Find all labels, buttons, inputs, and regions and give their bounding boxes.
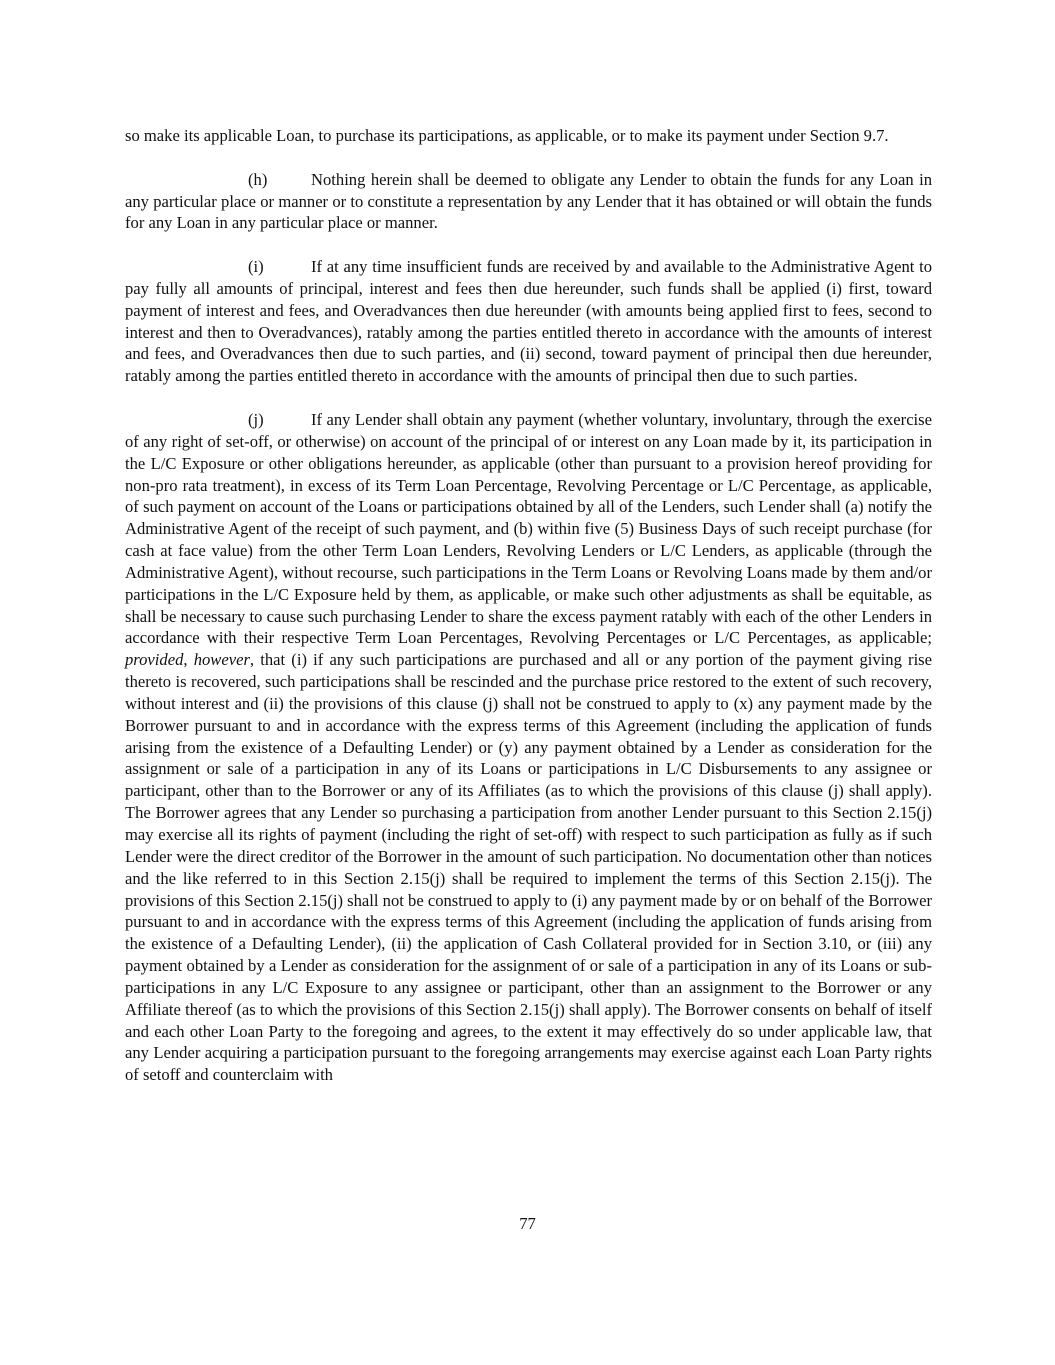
document-page — [125, 125, 932, 1086]
paragraph-label-i: (i) — [248, 257, 264, 277]
paragraph-label-j: (j) — [248, 409, 264, 429]
continuation-paragraph: so make its applicable Loan, to purchase its participations, as applicable, or to make its payment under Section 9.7. — [125, 126, 889, 145]
paragraph-h — [125, 169, 932, 235]
paragraph-text-i: If at any time insufficient funds are received by and available to the Administrative Agent to pay fully all amounts of principal, interest and fees then due hereunder, such funds shall be applied (i) first, toward payment of interest and fees, and Overadvances then due hereunder (with amounts being applied first to fees, second to interest and then to Overadvances), ratably among the parties entitled thereto in accordance with the amounts of interest and fees, and Overadvances then due to such parties, and (ii) second, toward payment of principal then due hereunder, ratably among the parties entitled thereto in accordance with the amounts of principal then due to such parties. — [125, 257, 932, 386]
paragraph-text-j-part-a: If any Lender shall obtain any payment (whether voluntary, involuntary, through the exercise of any right of set-off, or otherwise) on account of the principal of or interest on any Loan made by it, its participation in the L/C Exposure or other obligations hereunder, as applicable (other than pursuant to a provision hereof providing for non-pro rata treatment), in excess of its Term Loan Percentage, Revolving Percentage or L/C Percentage, as applicable, of such payment on account of the Loans or participations obtained by all of the Lenders, such Lender shall (a) notify the Administrative Agent of the receipt of such payment, and (b) within five (5) Business Days of such receipt purchase (for cash at face value) from the other Term Loan Lenders, Revolving Lenders or L/C Lenders, as applicable (through the Administrative Agent), without recourse, such participations in the Term Loans or Revolving Loans made by them and/or participations in the L/C Exposure held by them, as applicable, or make such other adjustments as shall be equitable, as shall be necessary to cause such purchasing Lender to share the excess payment ratably with each of the other Lenders in accordance with their respective Term Loan Percentages, Revolving Percentages or L/C Percentages, as applicable; — [125, 409, 932, 648]
paragraph-i — [125, 256, 932, 387]
page-number: 77 — [519, 1214, 536, 1233]
paragraph-text-h: Nothing herein shall be deemed to obligate any Lender to obtain the funds for any Loan in any particular place or manner or to constitute a representation by any Lender that it has obtained or will obtain the funds for any Loan in any particular place or manner. — [125, 169, 932, 233]
paragraph-j — [125, 409, 932, 1086]
italic-provided: provided — [125, 650, 184, 670]
paragraph-label-h: (h) — [248, 169, 268, 189]
paragraph-text-j-part-b: , that (i) if any such participations are purchased and all or any portion of the payment giving rise thereto is recovered, such participations shall be rescinded and the purchase price restored to the extent of such recovery, without interest and (ii) the provisions of this clause (j) shall not be construed to apply to (x) any payment made by the Borrower pursuant to and in accordance with the express terms of this Agreement (including the application of funds arising from the existence of a Defaulting Lender) or (y) any payment obtained by a Lender as consideration for the assignment or sale of a participation in any of its Loans or participations in L/C Disbursements to any assignee or participant, other than to the Borrower or any of its Affiliates (as to which the provisions of this clause (j) shall apply). The Borrower agrees that any Lender so purchasing a participation from another Lender pursuant to this Section 2.15(j) may exercise all its rights of payment (including the right of set-off) with respect to such participation as fully as if such Lender were the direct creditor of the Borrower in the amount of such participation. No documentation other than notices and the like referred to in this Section 2.15(j) shall be required to implement the terms of this Section 2.15(j). The provisions of this Section 2.15(j) shall not be construed to apply to (i) any payment made by or on behalf of the Borrower pursuant to and in accordance with the express terms of this Agreement (including the application of funds arising from the existence of a Defaulting Lender), (ii) the application of Cash Collateral provided for in Section 3.10, or (iii) any payment obtained by a Lender as consideration for the assignment of or sale of a participation in any of its Loans or sub-participations in any L/C Exposure to any assignee or participant, other than an assignment to the Borrower or any Affiliate thereof (as to which the provisions of this Section 2.15(j) shall apply). The Borrower consents on behalf of itself and each other Loan Party to the foregoing and agrees, to the extent it may effectively do so under applicable law, that any Lender acquiring a participation pursuant to the foregoing arrangements may exercise against each Loan Party rights of setoff and counterclaim with — [125, 650, 933, 1085]
italic-however: however — [193, 650, 250, 670]
italic-separator: , — [183, 650, 194, 670]
